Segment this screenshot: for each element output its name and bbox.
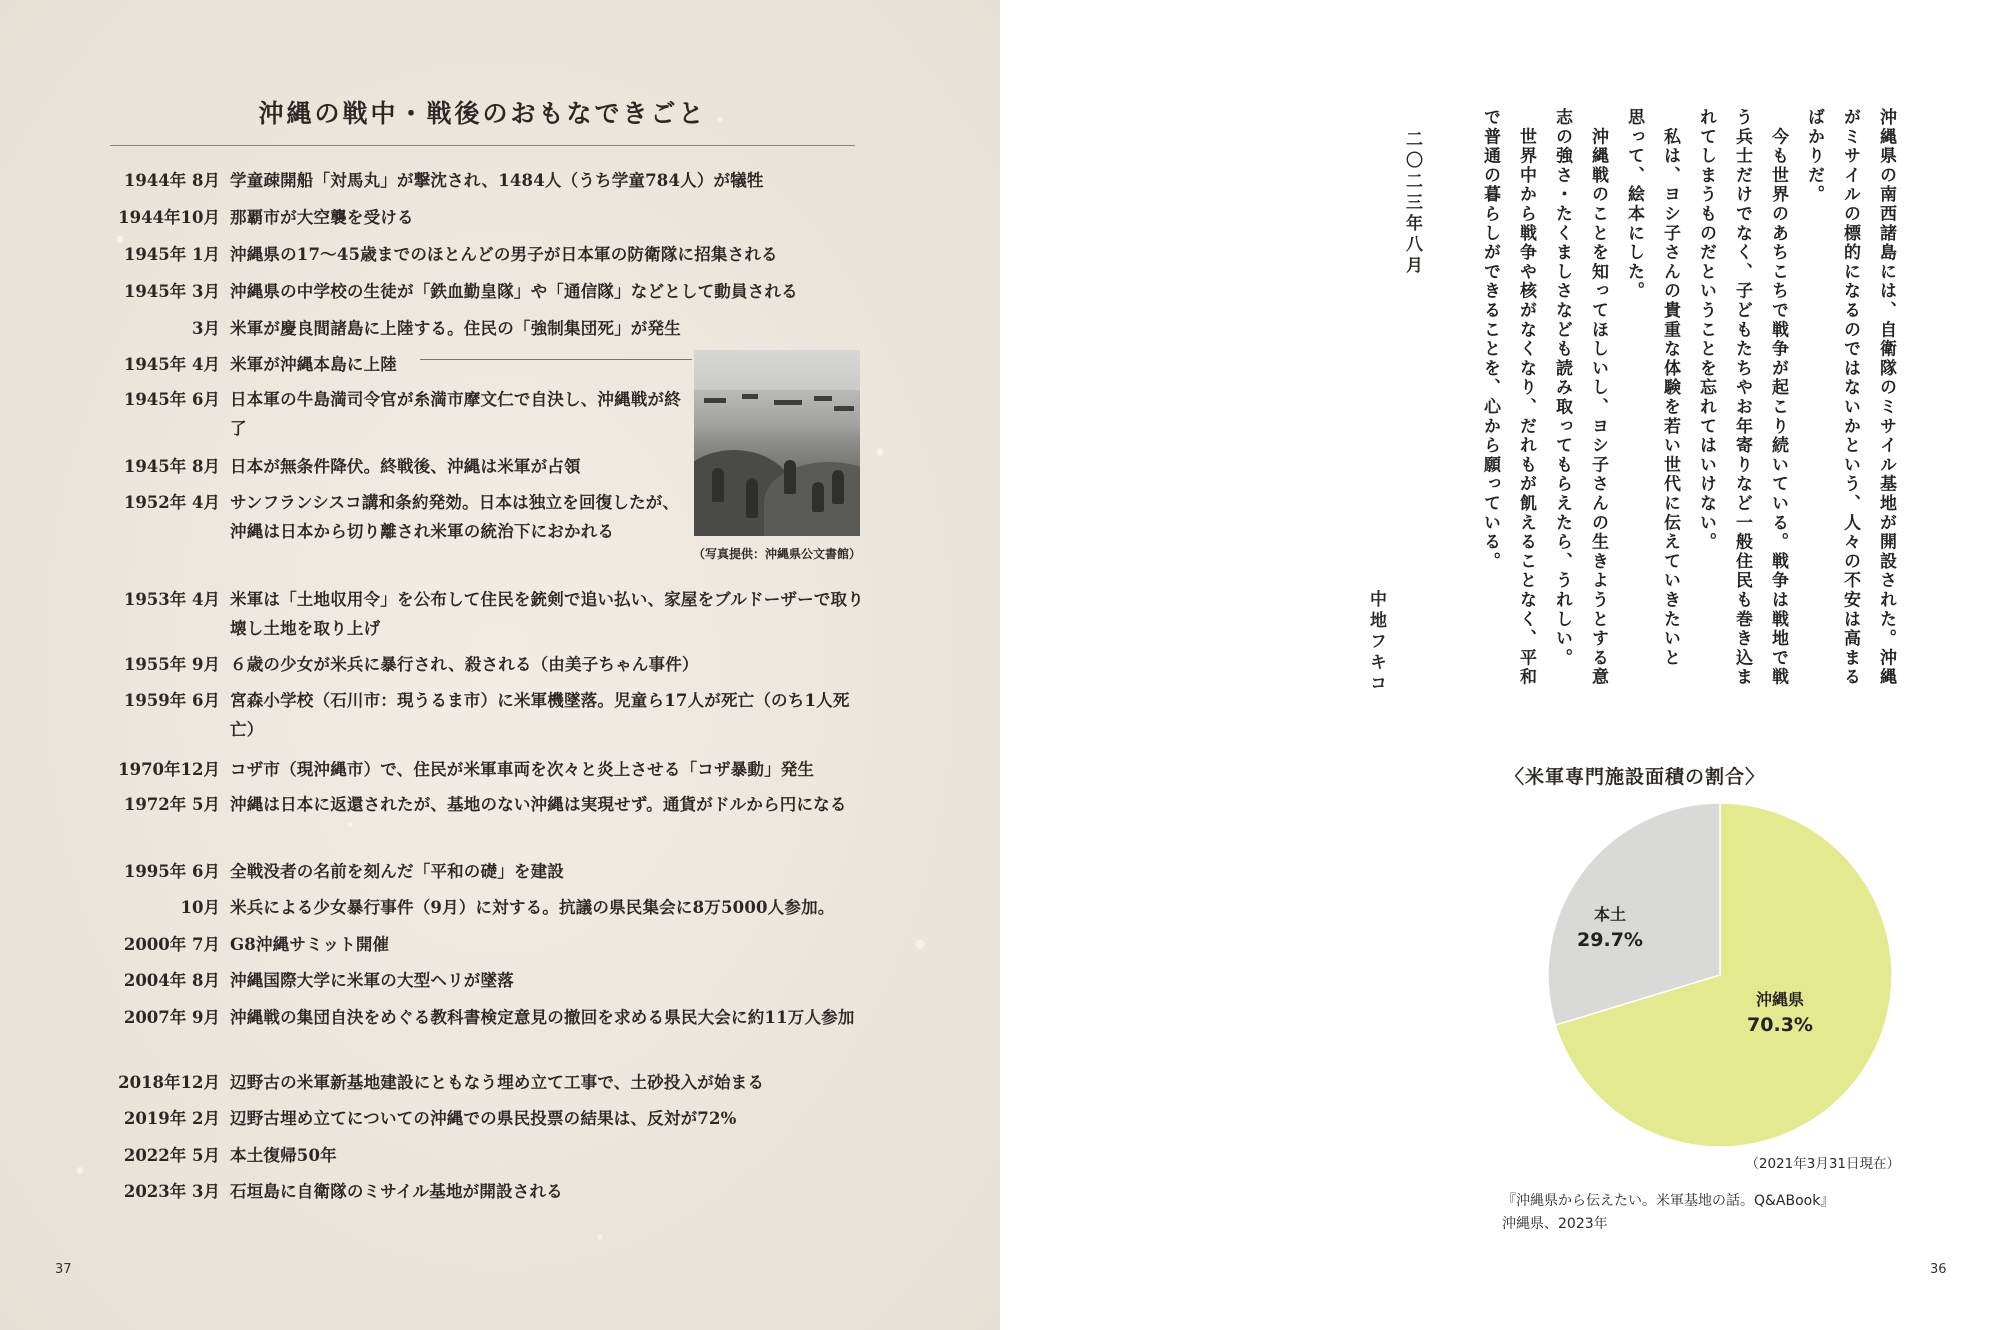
landing-photo — [694, 350, 860, 536]
timeline-date: 2019年 2月 — [123, 1109, 220, 1128]
afterword-line: 今も世界のあちこちで戦争が起こり続いている。戦争は戦地で戦 — [1768, 108, 1788, 687]
page-number-right: 36 — [1930, 1262, 1947, 1277]
timeline-date: 1945年 8月 — [123, 457, 220, 476]
timeline-date: 1995年 6月 — [123, 862, 220, 881]
timeline-date: 1953年 4月 — [123, 590, 220, 609]
afterword-line: れてしまうものだということを忘れてはいけない。 — [1696, 108, 1716, 552]
afterword-line: 世界中から戦争や核がなくなり、だれもが飢えることなく、平和 — [1516, 108, 1536, 687]
timeline-date: 2000年 7月 — [123, 935, 220, 954]
afterword-line: 私は、ヨシ子さんの貴重な体験を若い世代に伝えていきたいと — [1660, 108, 1680, 668]
timeline-date: 1945年 4月 — [123, 355, 220, 374]
timeline-date: 1972年 5月 — [123, 795, 220, 814]
timeline-date: 3月 — [192, 319, 220, 338]
pie-value-label: 29.7% — [1577, 929, 1643, 951]
timeline-event: 日本軍の牛島満司令官が糸満市摩文仁で自決し、沖縄戦が終了 — [230, 390, 681, 438]
timeline-event: 本土復帰50年 — [230, 1146, 337, 1165]
timeline-event: 米軍は「土地収用令」を公布して住民を銃剣で追い払い、家屋をブルドーザーで取り壊し土地を取り上げ — [230, 590, 864, 638]
timeline-date: 10月 — [180, 898, 220, 917]
timeline-date: 2018年12月 — [118, 1073, 220, 1092]
timeline-event: 米軍が沖縄本島に上陸 — [230, 355, 397, 374]
timeline-event: 宮森小学校（石川市：現うるま市）に米軍機墜落。児童ら17人が死亡（のち1人死亡） — [230, 691, 850, 739]
afterword-author: 中地フキコ — [1366, 590, 1386, 695]
right-page — [1000, 0, 2000, 1330]
title-divider — [110, 145, 855, 146]
afterword-line: 志の強さ・たくましさなども読み取ってもらえたら、うれしい。 — [1552, 108, 1572, 668]
afterword-line: 沖縄戦のことを知ってほしいし、ヨシ子さんの生きようとする意 — [1588, 108, 1608, 687]
afterword-line: で普通の暮らしができることを、心から願っている。 — [1480, 108, 1500, 572]
page-title: 沖縄の戦中・戦後のおもなできごと — [258, 99, 707, 128]
timeline-event: 全戦没者の名前を刻んだ「平和の礎」を建設 — [230, 862, 564, 881]
timeline-date: 1955年 9月 — [123, 655, 220, 674]
timeline-event: サンフランシスコ講和条約発効。日本は独立を回復したが、沖縄は日本から切り離され米軍の統治下におかれる — [230, 493, 680, 541]
timeline-event: 辺野古の米軍新基地建設にともなう埋め立て工事で、土砂投入が始まる — [230, 1073, 765, 1092]
timeline-event: 那覇市が大空襲を受ける — [230, 208, 414, 227]
timeline-event: 沖縄県の17～45歳までのほとんどの男子が日本軍の防衛隊に招集される — [230, 245, 778, 264]
afterword-line: ばかりだ。 — [1804, 108, 1824, 205]
timeline-date: 1944年 8月 — [123, 171, 220, 190]
timeline-event: 学童疎開船「対馬丸」が撃沈され、1484人（うち学童784人）が犠牲 — [230, 171, 764, 190]
afterword-line: 沖縄県の南西諸島には、自衛隊のミサイル基地が開設された。沖縄 — [1876, 108, 1896, 687]
timeline-event: 辺野古埋め立てについての沖縄での県民投票の結果は、反対が72% — [230, 1109, 737, 1128]
timeline-date: 1945年 1月 — [123, 245, 220, 264]
chart-title: 〈米軍専門施設面積の割合〉 — [1504, 766, 1765, 788]
timeline-event: 沖縄は日本に返還されたが、基地のない沖縄は実現せず。通貨がドルから円になる — [230, 795, 847, 814]
pie-label: 本土 — [1593, 905, 1627, 924]
afterword-line: がミサイルの標的になるのではないかという、人々の不安は高まる — [1840, 108, 1860, 687]
timeline-date: 2023年 3月 — [123, 1182, 220, 1201]
timeline-event: 沖縄県の中学校の生徒が「鉄血勤皇隊」や「通信隊」などとして動員される — [230, 282, 798, 301]
afterword-date: 二〇二三年八月 — [1402, 130, 1422, 277]
pie-chart — [1540, 795, 1900, 1155]
afterword-line: 思って、絵本にした。 — [1624, 108, 1644, 301]
pie-value-label: 70.3% — [1747, 1014, 1813, 1036]
timeline-date: 1945年 6月 — [123, 390, 220, 409]
photo-credit: （写真提供：沖縄県公文書館） — [692, 547, 861, 561]
photo-leader-line — [420, 359, 692, 360]
timeline-date: 1970年12月 — [118, 760, 220, 779]
timeline-date: 1959年 6月 — [123, 691, 220, 710]
timeline-date: 1945年 3月 — [123, 282, 220, 301]
timeline-event: G8沖縄サミット開催 — [230, 935, 390, 954]
timeline-event: 石垣島に自衛隊のミサイル基地が開設される — [230, 1182, 563, 1201]
page-number-left: 37 — [55, 1262, 72, 1277]
timeline-date: 2007年 9月 — [123, 1008, 220, 1027]
timeline-date: 1944年10月 — [118, 208, 220, 227]
timeline-date: 2004年 8月 — [123, 971, 220, 990]
timeline-event: コザ市（現沖縄市）で、住民が米軍車両を次々と炎上させる「コザ暴動」発生 — [230, 760, 815, 779]
pie-label: 沖縄県 — [1755, 990, 1805, 1009]
afterword-line: う兵士だけでなく、子どもたちやお年寄りなど一般住民も巻き込ま — [1732, 108, 1752, 687]
timeline-date: 2022年 5月 — [123, 1146, 220, 1165]
timeline-event: 日本が無条件降伏。終戦後、沖縄は米軍が占領 — [230, 457, 581, 476]
timeline-event: 沖縄国際大学に米軍の大型ヘリが墜落 — [230, 971, 514, 990]
chart-date-note: （2021年3月31日現在） — [1745, 1156, 1900, 1172]
timeline-event: 米兵による少女暴行事件（9月）に対する。抗議の県民集会に8万5000人参加。 — [230, 898, 835, 917]
timeline-event: ６歳の少女が米兵に暴行され、殺される（由美子ちゃん事件） — [230, 655, 699, 674]
timeline-event: 沖縄戦の集団自決をめぐる教科書検定意見の撤回を求める県民大会に約11万人参加 — [230, 1008, 855, 1027]
source-citation: 『沖縄県から伝えたい。米軍基地の話。Q&ABook』 — [1502, 1193, 1835, 1209]
source-publisher: 沖縄県、2023年 — [1502, 1216, 1608, 1232]
timeline-date: 1952年 4月 — [123, 493, 220, 512]
timeline-event: 米軍が慶良間諸島に上陸する。住民の「強制集団死」が発生 — [230, 319, 681, 338]
